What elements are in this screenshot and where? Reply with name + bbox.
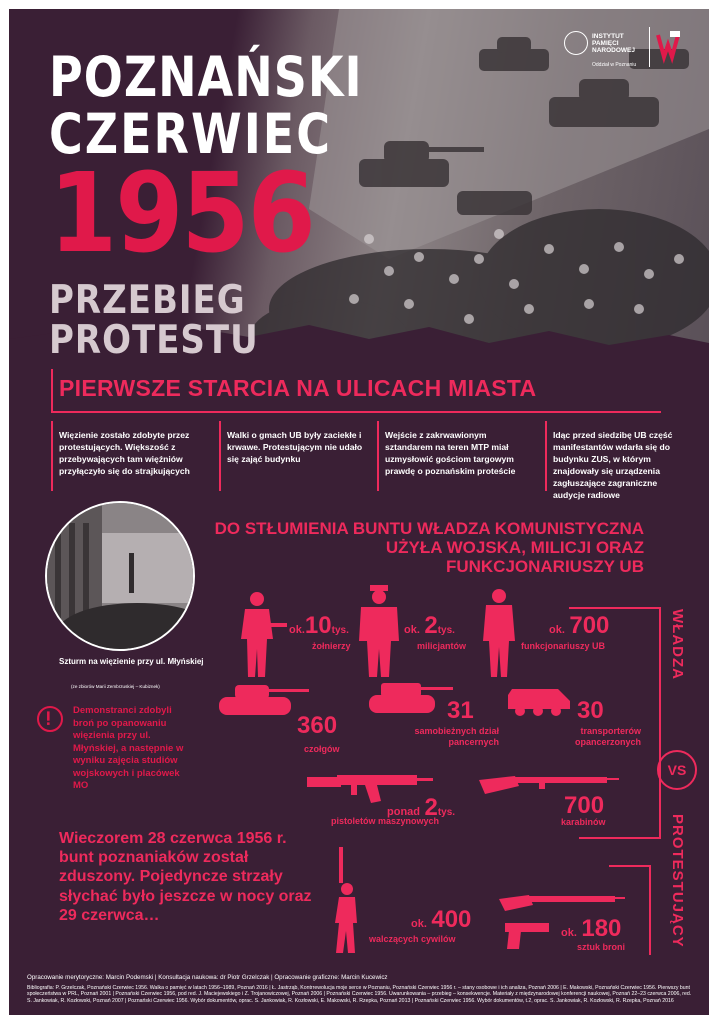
protesters-bracket-side [649,865,651,955]
photo-source: (ze zbiorów Marii Zembrzuskiej – Kubiznek) [71,684,160,689]
fact-divider-1 [51,421,53,491]
civilians-label: walczących cywilów [369,934,456,944]
fact-prison: Więzienie zostało zdobyte przez protestujących. Większość z przebywających tam więźniów przyłączyło się do strajkujących [59,430,190,477]
authority-side-label: WŁADZA [669,609,686,680]
fact-ub-building: Walki o gmach UB były zaciekłe i krwawe. Protestującym nie udało się zająć budynku [227,430,363,465]
civilian-fighter-silhouette-icon [329,847,361,957]
tank-silhouette-icon [217,679,309,719]
ipn-name: INSTYTUT PAMIĘCI NARODOWEJ [592,33,635,55]
authority-bracket-side [659,607,661,839]
fact-divider-3 [377,421,379,491]
section-left-rule [51,369,53,413]
fact-mtp: Wejście z zakrwawionym sztandarem na teren MTP miał uzmysłowić gościom targowym prawdę o poznańskim proteście [385,430,516,477]
ipn-branch: Oddział w Poznaniu [592,62,637,68]
rifles-count: 700 [564,792,605,819]
rifles-label: karabinów [561,817,606,827]
eagle-seal-icon [564,31,588,55]
title-line-1: POZNAŃSKI [49,44,363,110]
authority-bracket-top [569,607,661,609]
versus-badge: VS [657,750,697,790]
suppression-claim: DO STŁUMIENIA BUNTU WŁADZA KOMUNISTYCZNA UŻYŁA WOJSKA, MILICJI ORAZ FUNKCJONARIUSZY UB [214,519,644,577]
soldiers-label: żołnierzy [312,641,351,651]
weapons-count: ok. 180 [561,915,622,942]
title-year: 1956 [49,150,314,278]
fact-zus: Idąc przed siedzibę UB część manifestantów wdarła się do budynku ZUS, w którym znajdowały się urządzenia zagłuszające zagraniczne audycje radiowe [553,430,673,501]
civilians-count: ok. 400 [411,906,472,933]
section-underline [51,411,661,413]
poster [9,9,709,1015]
smg-count: ponad 2tys. [387,794,456,821]
weapons-seized-note: Demonstranci zdobyli broń po opanowaniu więzienia przy ul. Młyńskiej, a następnie w wyniku zajęcia studiów wojskowych i placówek MO [73,705,184,792]
footer-bibliography: Bibliografia: P. Grzelczak, Poznański Czerwiec 1956. Walka o pamięć w latach 1956–1989, Poznań 2016 | Ł. Jastrząb, Kontrrewolucja moje serce w Poznaniu, Poznański Czerwiec 1956 r. – stany osobowe i ich analiza, Poznań 2006 | E. Makowski, Poznański Czerwiec 1956. Pierwszy bunt społeczeństwa w PRL, Poznań 2001 | Poznański Czerwiec 1956, pod red. J. Maciejewskiego i Z. Trojanowiczowej, Poznań 2006 | Poznański Czerwiec 1956. Uwarunkowania – przebieg – konsekwencje. Materiały z międzynarodowej konferencji naukowej, Poznań 22–23 czerwca 2006, red. S. Jankowiak, R. Kozłowski, Poznań 2007 | Poznański Czerwiec 1956. Wybór dokumentów, oprac. S. Jankowiak, R. Kozłowski, E. Makowski, R. Rzepka, Poznań 2013 | Poznański Czerwiec 1956. Wybór dokumentów, t.2, oprac. S. Jankowiak, R. Kozłowski, R. Rzepka, Poznań 2016 [27,984,692,1004]
tanks-label: czołgów [304,744,340,754]
smg-label: pistoletów maszynowych [331,816,440,826]
militia-count: ok. 2tys. [404,612,455,639]
pistol-icon [505,921,549,949]
protesters-side-label: PROTESTUJĄCY [669,814,686,948]
ub-officer-silhouette-icon [482,587,516,679]
closing-statement: Wieczorem 28 czerwca 1956 r. bunt poznaniaków został zduszony. Pojedyncze strzały słychać było jeszcze w nocy oraz 29 czerwca… [59,830,312,924]
fact-divider-2 [219,421,221,491]
spg-label: samobieżnych dział pancernych [414,726,499,748]
section-heading: PIERWSZE STARCIA NA ULICACH MIASTA [59,375,537,401]
apc-count: 30 [577,697,604,724]
self-propelled-gun-icon [367,677,453,717]
authority-bracket-bottom [579,837,661,839]
protesters-bracket-top [609,865,651,867]
w-anchor-logo-icon [649,27,684,67]
armored-transporter-icon [506,681,574,717]
tanks-count: 360 [297,712,338,739]
title-line-2: CZERWIEC [49,101,332,166]
ub-label: funkcjonariuszy UB [521,641,606,651]
footer [27,974,697,1004]
photo-caption: Szturm na więzienie przy ul. Młyńskiej [59,657,204,666]
weapons-label: sztuk broni [577,942,626,952]
militiaman-silhouette-icon [357,585,401,679]
prison-assault-photo [45,501,195,651]
subtitle-line-2: PROTESTU [49,317,259,364]
footer-credits: Opracowanie merytoryczne: Marcin Podemski | Konsultacja naukowa: dr Piotr Grzelczak | Opracowanie graficzne: Marcin Kucewicz [27,974,388,981]
soldiers-count: ok.10tys. [289,612,349,639]
soldier-silhouette-icon [237,589,287,679]
protester-rifle-icon [499,891,625,913]
subtitle-line-1: PRZEBIEG [49,277,246,324]
apc-label: transporterów opancerzonych [574,726,641,748]
fact-divider-4 [545,421,547,491]
spg-count: 31 [447,697,474,724]
ub-count: ok. 700 [549,612,610,639]
militia-label: milicjantów [417,641,467,651]
exclamation-icon [37,706,63,732]
